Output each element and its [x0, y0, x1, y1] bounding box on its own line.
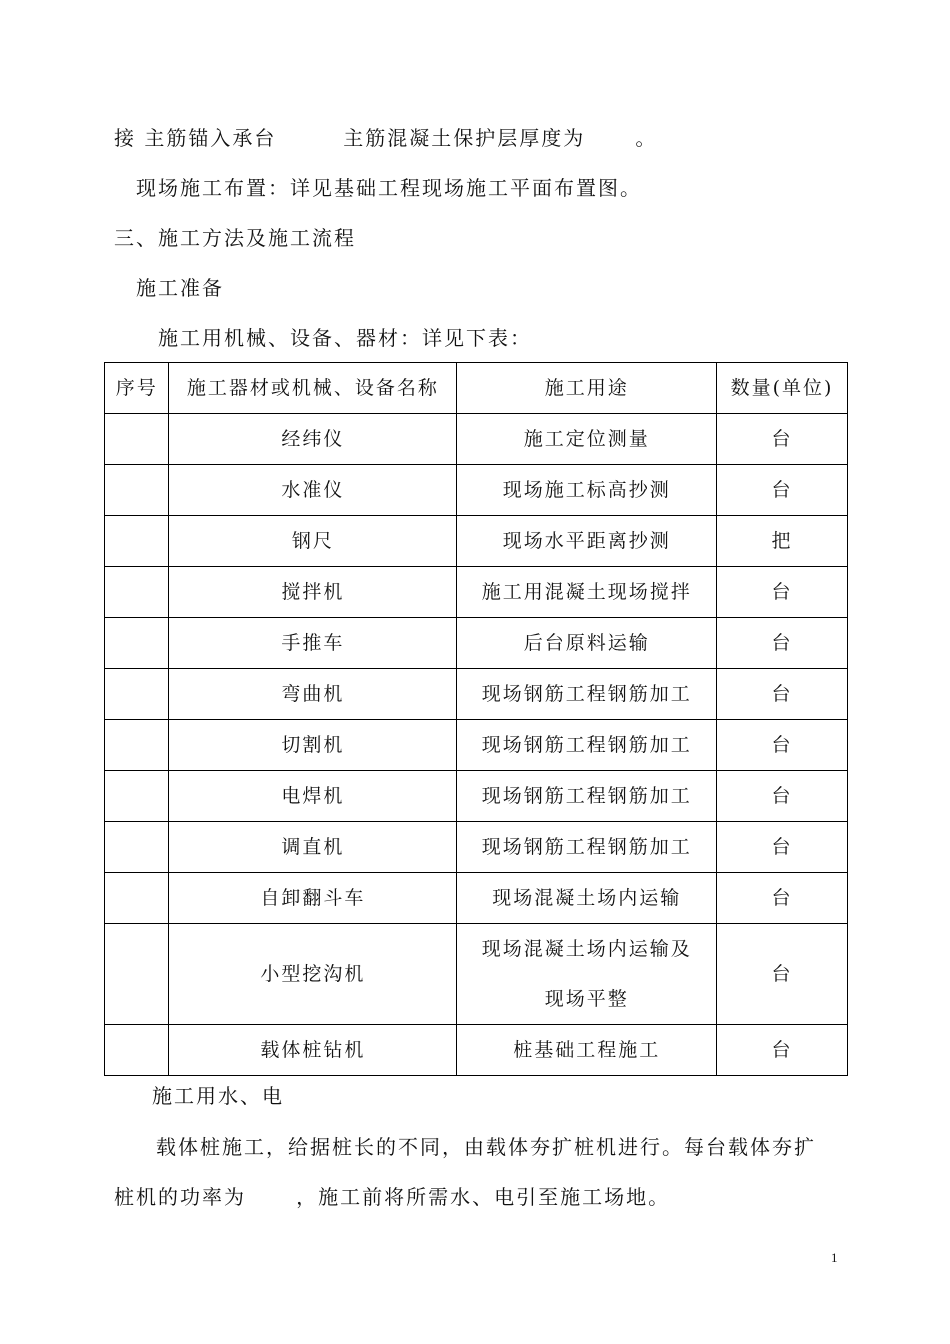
cell-use [457, 618, 717, 669]
cell-no [105, 465, 169, 516]
page-number: 1 [831, 1250, 838, 1265]
cell-use [457, 465, 717, 516]
table-intro: 施工用机械、设备、器材：详见下表： [158, 326, 532, 350]
table-row [105, 822, 848, 873]
subsection-heading: 施工准备 [136, 276, 224, 300]
cell-name: 弯曲机 [169, 669, 457, 720]
cell-name: 自卸翻斗车 [169, 873, 457, 924]
table-row [105, 567, 848, 618]
cell-name: 搅拌机 [169, 567, 457, 618]
cell-use-line-1: 现场钢筋工程钢筋加工 [481, 734, 692, 756]
cell-use-line-1: 现场混凝土场内运输 [492, 887, 682, 909]
section-heading: 三、施工方法及施工流程 [114, 226, 356, 250]
cell-use [457, 720, 717, 771]
table-row [105, 669, 848, 720]
cell-qty: 台 [717, 924, 848, 1025]
text-line-7: 载体桩施工，给据桩长的不同，由载体夯扩桩机进行。每台载体夯扩 [156, 1135, 816, 1159]
cell-name: 小型挖沟机 [169, 924, 457, 1025]
cell-use-line-1: 现场钢筋工程钢筋加工 [481, 836, 692, 858]
cell-qty: 把 [717, 516, 848, 567]
cell-use [457, 414, 717, 465]
cell-qty: 台 [717, 669, 848, 720]
text-line-1: 接 主筋锚入承台 主筋混凝土保护层厚度为 。 [114, 126, 658, 150]
cell-use-line-1: 现场钢筋工程钢筋加工 [481, 785, 692, 807]
cell-qty: 台 [717, 1025, 848, 1076]
cell-use [457, 1025, 717, 1076]
cell-name: 切割机 [169, 720, 457, 771]
text-line-2: 现场施工布置：详见基础工程现场施工平面布置图。 [136, 176, 642, 200]
cell-use [457, 567, 717, 618]
table-row [105, 465, 848, 516]
cell-qty: 台 [717, 771, 848, 822]
equipment-table [104, 362, 848, 1076]
cell-use-line-1: 现场混凝土场内运输及 [481, 938, 692, 960]
cell-name: 钢尺 [169, 516, 457, 567]
cell-qty: 台 [717, 567, 848, 618]
cell-name: 手推车 [169, 618, 457, 669]
cell-use-line-1: 现场钢筋工程钢筋加工 [481, 683, 692, 705]
cell-use [457, 771, 717, 822]
cell-qty: 台 [717, 822, 848, 873]
cell-use-line-1: 施工定位测量 [523, 428, 650, 450]
header-no: 序号 [105, 363, 169, 414]
table-row [105, 516, 848, 567]
cell-no [105, 771, 169, 822]
cell-no [105, 516, 169, 567]
cell-no [105, 618, 169, 669]
cell-use-line-1: 桩基础工程施工 [513, 1039, 661, 1061]
cell-use [457, 924, 717, 1025]
subsection-heading-2: 施工用水、电 [152, 1084, 284, 1108]
cell-no [105, 873, 169, 924]
cell-use [457, 873, 717, 924]
header-qty: 数量(单位) [717, 363, 848, 414]
header-name: 施工器材或机械、设备名称 [169, 363, 457, 414]
cell-qty: 台 [717, 618, 848, 669]
table-header-row [105, 363, 848, 414]
cell-no [105, 1025, 169, 1076]
header-use: 施工用途 [457, 363, 717, 414]
cell-name: 载体桩钻机 [169, 1025, 457, 1076]
cell-qty: 台 [717, 465, 848, 516]
cell-no [105, 669, 169, 720]
cell-no [105, 720, 169, 771]
table-row [105, 618, 848, 669]
cell-name: 调直机 [169, 822, 457, 873]
cell-name: 水准仪 [169, 465, 457, 516]
cell-no [105, 567, 169, 618]
table-row [105, 924, 848, 1025]
cell-use [457, 669, 717, 720]
cell-use-line-2: 现场平整 [544, 988, 629, 1010]
cell-no [105, 822, 169, 873]
cell-name: 电焊机 [169, 771, 457, 822]
cell-no [105, 924, 169, 1025]
text-line-8: 桩机的功率为 ，施工前将所需水、电引至施工场地。 [114, 1185, 671, 1209]
table-row [105, 414, 848, 465]
cell-use-line-1: 施工用混凝土现场搅拌 [481, 581, 692, 603]
cell-use [457, 516, 717, 567]
table-row [105, 873, 848, 924]
cell-qty: 台 [717, 720, 848, 771]
cell-use-line-1: 现场水平距离抄测 [502, 530, 671, 552]
cell-qty: 台 [717, 414, 848, 465]
cell-name: 经纬仪 [169, 414, 457, 465]
cell-qty: 台 [717, 873, 848, 924]
cell-use-line-1: 现场施工标高抄测 [502, 479, 671, 501]
cell-use [457, 822, 717, 873]
table-row [105, 1025, 848, 1076]
table-row [105, 771, 848, 822]
table-row [105, 720, 848, 771]
cell-no [105, 414, 169, 465]
cell-use-line-1: 后台原料运输 [523, 632, 650, 654]
